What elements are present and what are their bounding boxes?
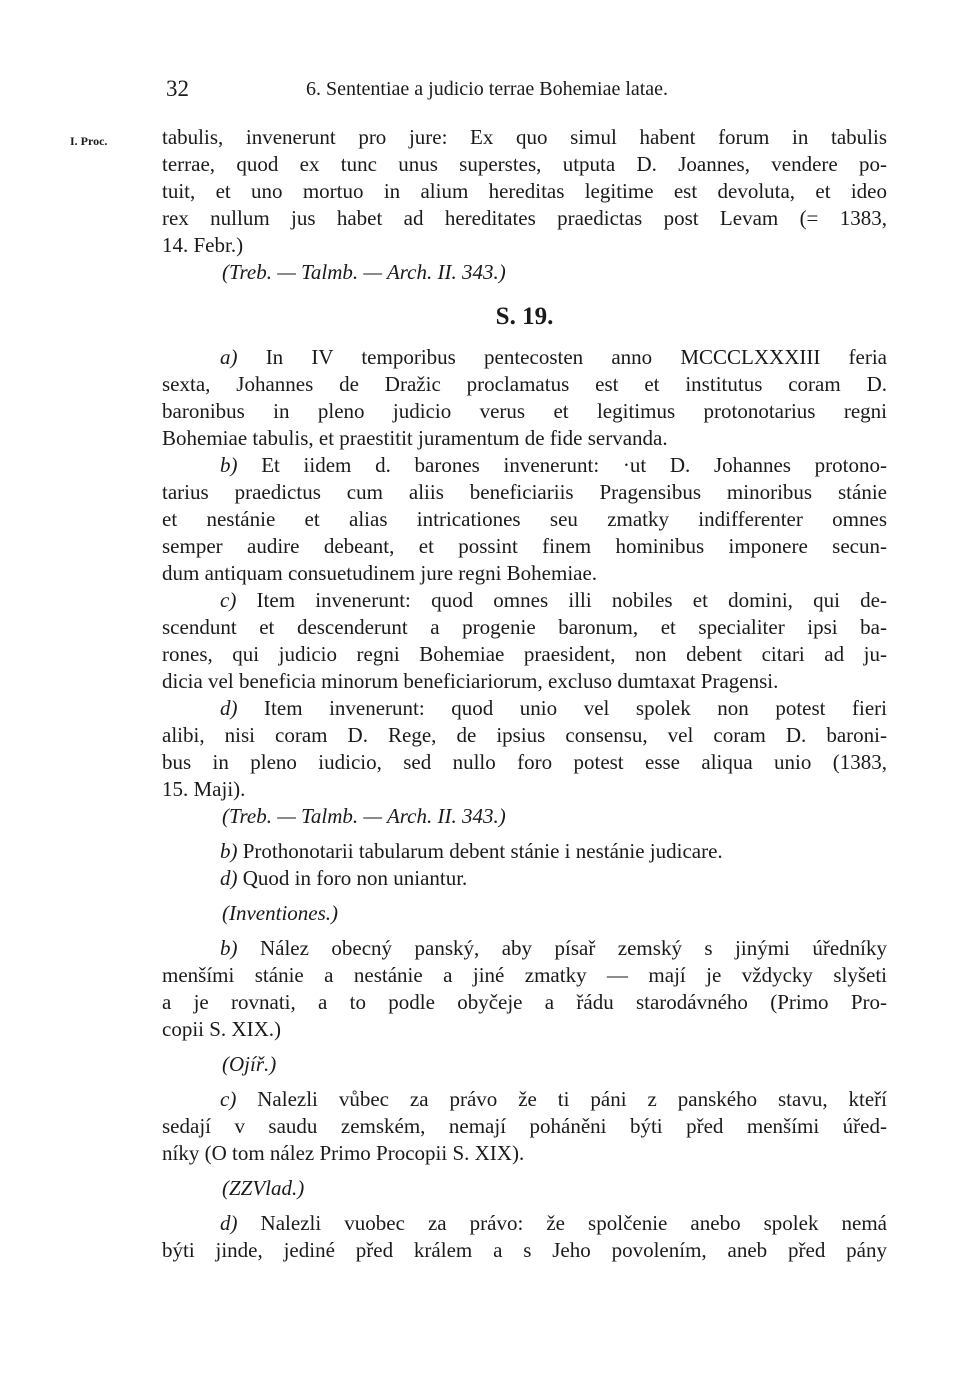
source-citation: (Ojíř.) — [222, 1052, 277, 1076]
text-line: semper audire debeant, et possint finem hominibus imponere secun- — [162, 534, 887, 558]
text-line: 15. Maji). — [162, 777, 246, 801]
czech-b-first-line: b) Nález obecný panský, aby písař zemský s jinými úředníky — [220, 936, 887, 960]
text-line: Bohemiae tabulis, et praestitit juramentum de fide servanda. — [162, 426, 668, 450]
running-title: 6. Sententiae a judicio terrae Bohemiae latae. — [306, 78, 669, 100]
text-line: rones, qui judicio regni Bohemiae praesident, non debent citari ad ju- — [162, 642, 887, 666]
text-line: alibi, nisi coram D. Rege, de ipsius consensu, vel coram D. baroni- — [162, 723, 887, 747]
paragraph-mark: d) — [220, 1211, 238, 1235]
text-line: tarius praedictus cum aliis beneficiariis Pragensibus minoribus stánie — [162, 480, 887, 504]
section-title: S. 19. — [495, 303, 554, 330]
text-line: sedají v saudu zemském, nemají poháněni býti před menšími úřed- — [162, 1114, 887, 1138]
text-line: baronibus in pleno judicio verus et legitimus protonotarius regni — [162, 399, 887, 423]
text-line: dum antiquam consuetudinem jure regni Bohemiae. — [162, 561, 598, 585]
text-line: dicia vel beneficia minorum beneficiariorum, excluso dumtaxat Pragensi. — [162, 669, 779, 693]
paragraph-c-first-line: c) Item invenerunt: quod omnes illi nobiles et domini, qui de- — [220, 588, 887, 612]
text-line: copii S. XIX.) — [162, 1017, 281, 1041]
paragraph-mark: c) — [220, 1087, 237, 1111]
text-line: tuit, et uno mortuo in alium hereditas legitime est devoluta, et ideo — [162, 179, 887, 203]
paragraph-mark: d) — [220, 696, 238, 720]
paragraph-mark: a) — [220, 345, 238, 369]
paragraph-b-first-line: b) Et iidem d. barones invenerunt: ·ut D. Johannes protono- — [220, 453, 887, 477]
running-header — [166, 72, 886, 106]
paragraph-a-first-line: a) In IV temporibus pentecosten anno MCCCLXXXIII feria — [220, 345, 887, 369]
text-line: scendunt et descenderunt a progenie baronum, et specialiter ipsi ba- — [162, 615, 887, 639]
source-citation: (Treb. — Talmb. — Arch. II. 343.) — [222, 260, 506, 284]
page-number: 32 — [166, 76, 189, 101]
text-line: býti jinde, jediné před králem a s Jeho povolením, aneb před pány — [162, 1238, 887, 1262]
text-line: bus in pleno iudicio, sed nullo foro potest esse aliqua unio (1383, — [162, 750, 887, 774]
text-line: a je rovnati, a to podle obyčeje a řádu starodávného (Primo Pro- — [162, 990, 887, 1014]
paragraph-mark: b) — [220, 936, 238, 960]
margin-note: I. Proc. — [70, 134, 108, 148]
source-citation: (Inventiones.) — [222, 901, 339, 925]
source-citation: (Treb. — Talmb. — Arch. II. 343.) — [222, 804, 506, 828]
text-line: menšími stánie a nestánie a jiné zmatky — mají je vždycky slyšeti — [162, 963, 887, 987]
page-body — [162, 124, 887, 1264]
paragraph-mark: b) — [220, 839, 238, 863]
invention-b: b) Prothonotarii tabularum debent stánie i nestánie judicare. — [220, 839, 723, 863]
text-line: tabulis, invenerunt pro jure: Ex quo simul habent forum in tabulis — [162, 125, 887, 149]
text-line: terrae, quod ex tunc unus superstes, utputa D. Joannes, vendere po- — [162, 152, 887, 176]
paragraph-mark: d) — [220, 866, 238, 890]
invention-d: d) Quod in foro non uniantur. — [220, 866, 468, 890]
source-citation: (ZZVlad.) — [222, 1176, 305, 1200]
text-line: níky (O tom nález Primo Procopii S. XIX). — [162, 1141, 525, 1165]
paragraph-mark: c) — [220, 588, 237, 612]
paragraph-d-first-line: d) Item invenerunt: quod unio vel spolek non potest fieri — [220, 696, 887, 720]
paragraph-mark: b) — [220, 453, 238, 477]
text-line: rex nullum jus habet ad hereditates praedictas post Levam (= 1383, — [162, 206, 887, 230]
text-line: 14. Febr.) — [162, 233, 244, 257]
czech-c-first-line: c) Nalezli vůbec za právo že ti páni z panského stavu, kteří — [220, 1087, 887, 1111]
text-line: sexta, Johannes de Dražic proclamatus est et institutus coram D. — [162, 372, 887, 396]
text-line: et nestánie et alias intricationes seu zmatky indifferenter omnes — [162, 507, 887, 531]
czech-d-first-line: d) Nalezli vuobec za právo: že spolčenie anebo spolek nemá — [220, 1211, 887, 1235]
